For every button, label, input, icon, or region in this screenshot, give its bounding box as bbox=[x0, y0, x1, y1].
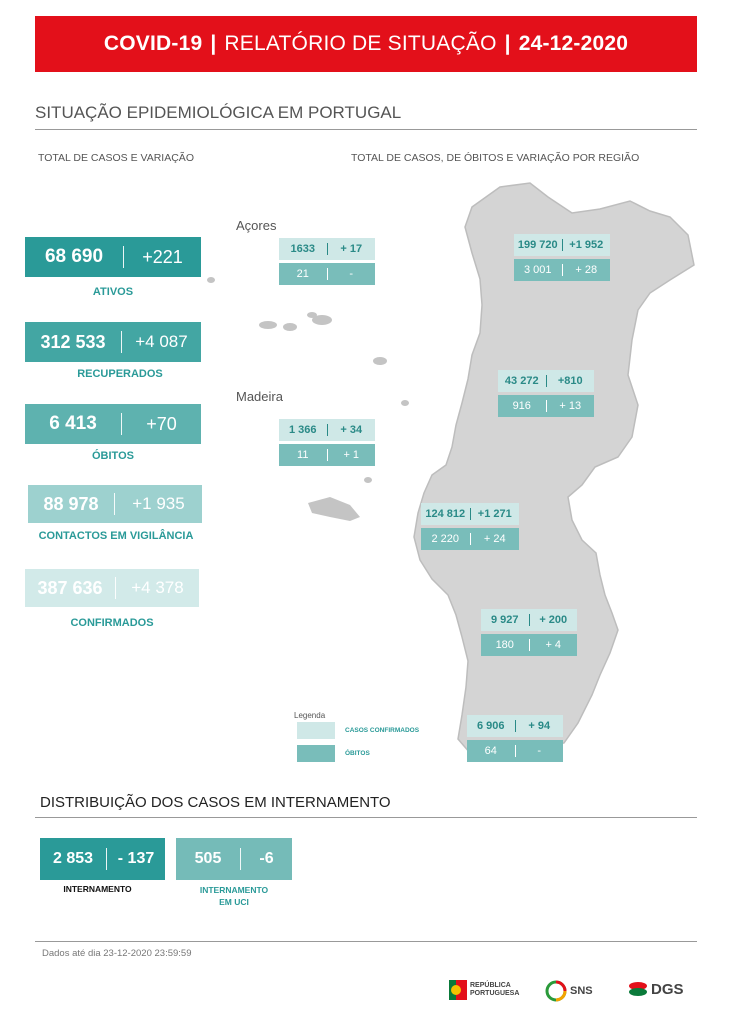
recuperados-delta: +4 087 bbox=[135, 332, 188, 351]
ativos-value: 68 690 bbox=[44, 246, 104, 267]
alentejo-deaths bbox=[481, 634, 577, 656]
ativos-label: ATIVOS bbox=[92, 286, 134, 298]
section-title-epidemiology: SITUAÇÃO EPIDEMIOLÓGICA EM PORTUGAL bbox=[35, 103, 402, 122]
section-title-hospital: DISTRIBUIÇÃO DOS CASOS EM INTERNAMENTO bbox=[40, 794, 391, 811]
contactos-delta: +1 935 bbox=[132, 494, 185, 513]
madeira-cases-value: 1 366 bbox=[288, 424, 317, 436]
alentejo-cases bbox=[481, 609, 577, 631]
legend-label-deaths: ÓBITOS bbox=[345, 750, 370, 757]
ativos-delta: +221 bbox=[142, 246, 183, 267]
dgs-emblem-icon bbox=[627, 978, 649, 1000]
centro-deaths-delta: + 13 bbox=[559, 400, 582, 412]
algarve-deaths bbox=[467, 740, 563, 762]
algarve-cases-value: 6 906 bbox=[476, 720, 505, 732]
algarve-deaths-value: 64 bbox=[484, 745, 497, 757]
obitos-label: ÓBITOS bbox=[92, 450, 134, 462]
acores-cases bbox=[279, 238, 375, 260]
obitos-box bbox=[25, 404, 201, 444]
algarve-cases bbox=[467, 715, 563, 737]
uci-value: 505 bbox=[194, 850, 222, 867]
norte-deaths bbox=[514, 259, 610, 281]
lvt-deaths-delta: + 24 bbox=[483, 533, 506, 545]
footer-divider bbox=[35, 941, 697, 942]
divider bbox=[35, 129, 697, 130]
recuperados-value: 312 533 bbox=[40, 331, 106, 352]
internamento-delta: - 137 bbox=[117, 850, 155, 867]
confirmados-value: 387 636 bbox=[37, 577, 103, 598]
uci-label-line2: EM UCI bbox=[219, 897, 249, 907]
madeira-deaths-value: 11 bbox=[297, 449, 309, 461]
recuperados-label: RECUPERADOS bbox=[77, 368, 163, 380]
dgs-logo bbox=[627, 978, 684, 1000]
obitos-value: 6 413 bbox=[49, 413, 97, 434]
alentejo-deaths-delta: + 4 bbox=[545, 639, 562, 651]
uci-label bbox=[176, 884, 292, 908]
internamento-box bbox=[40, 838, 165, 880]
republica-text-1: REPÚBLICA bbox=[470, 982, 511, 989]
dgs-text: DGS bbox=[651, 980, 684, 998]
centro-deaths-value: 916 bbox=[512, 400, 531, 412]
lvt-cases bbox=[421, 503, 519, 525]
acores-deaths bbox=[279, 263, 375, 285]
centro-cases-value: 43 272 bbox=[504, 375, 539, 387]
acores-cases-value: 1633 bbox=[290, 243, 315, 255]
norte-cases bbox=[514, 234, 610, 256]
legend-label-cases: CASOS CONFIRMADOS bbox=[345, 727, 420, 734]
obitos-delta: +70 bbox=[146, 413, 177, 434]
madeira-cases bbox=[279, 419, 375, 441]
norte-cases-value: 199 720 bbox=[517, 239, 558, 251]
lvt-deaths-value: 2 220 bbox=[431, 533, 460, 545]
sns-text: SNS bbox=[570, 985, 593, 997]
confirmados-label: CONFIRMADOS bbox=[70, 617, 154, 629]
republica-emblem-icon bbox=[449, 980, 467, 1000]
alentejo-cases-value: 9 927 bbox=[490, 614, 519, 626]
madeira-deaths bbox=[279, 444, 375, 466]
internamento-label: INTERNAMENTO bbox=[63, 884, 132, 894]
sns-emblem-icon bbox=[545, 980, 567, 1002]
legend-title: Legenda bbox=[294, 711, 326, 720]
banner-date: 24-12-2020 bbox=[518, 32, 629, 55]
subheading-regions: TOTAL DE CASOS, DE ÓBITOS E VARIAÇÃO POR REGIÃO bbox=[351, 152, 640, 164]
madeira-cases-delta: + 34 bbox=[340, 424, 363, 436]
footer-note: Dados até dia 23-12-2020 23:59:59 bbox=[42, 948, 192, 959]
confirmados-box bbox=[25, 569, 199, 607]
algarve-cases-delta: + 94 bbox=[528, 720, 551, 732]
algarve-deaths-delta: - bbox=[537, 745, 542, 757]
internamento-value: 2 853 bbox=[52, 850, 94, 867]
norte-cases-delta: +1 952 bbox=[569, 239, 604, 251]
republica-text-2: PORTUGUESA bbox=[470, 990, 520, 997]
madeira-deaths-delta: + 1 bbox=[343, 449, 360, 461]
contactos-value: 88 978 bbox=[43, 493, 99, 514]
contactos-box bbox=[28, 485, 202, 523]
uci-delta: -6 bbox=[259, 850, 274, 867]
legend-swatch-cases bbox=[297, 722, 335, 739]
report-banner: COVID-19 | RELATÓRIO DE SITUAÇÃO | 24-12-2020 bbox=[35, 16, 697, 72]
uci-label-line1: INTERNAMENTO bbox=[199, 885, 269, 895]
sns-logo bbox=[545, 980, 593, 1002]
acores-deaths-delta: - bbox=[349, 268, 354, 280]
republica-logo bbox=[449, 980, 519, 1000]
confirmados-delta: +4 378 bbox=[131, 578, 184, 597]
lvt-cases-value: 124 812 bbox=[425, 508, 466, 520]
norte-deaths-delta: + 28 bbox=[575, 264, 598, 276]
banner-covid: COVID-19 bbox=[103, 32, 203, 55]
contactos-label: CONTACTOS EM VIGILÂNCIA bbox=[38, 530, 194, 542]
centro-cases-delta: +810 bbox=[557, 375, 583, 387]
lvt-deaths bbox=[421, 528, 519, 550]
centro-deaths bbox=[498, 395, 594, 417]
ativos-box bbox=[25, 237, 201, 277]
norte-deaths-value: 3 001 bbox=[523, 264, 552, 276]
uci-box bbox=[176, 838, 292, 880]
lvt-cases-delta: +1 271 bbox=[477, 508, 512, 520]
alentejo-deaths-value: 180 bbox=[495, 639, 514, 651]
alentejo-cases-delta: + 200 bbox=[539, 614, 568, 626]
divider bbox=[35, 817, 697, 818]
recuperados-box bbox=[25, 322, 201, 362]
acores-cases-delta: + 17 bbox=[340, 243, 363, 255]
centro-cases bbox=[498, 370, 594, 392]
legend-swatch-deaths bbox=[297, 745, 335, 762]
portugal-map bbox=[200, 175, 720, 775]
region-name-madeira: Madeira bbox=[236, 389, 283, 404]
acores-deaths-value: 21 bbox=[296, 268, 309, 280]
region-name-acores: Açores bbox=[236, 218, 277, 233]
banner-report: RELATÓRIO DE SITUAÇÃO bbox=[224, 32, 497, 55]
subheading-totals: TOTAL DE CASOS E VARIAÇÃO bbox=[38, 152, 194, 164]
